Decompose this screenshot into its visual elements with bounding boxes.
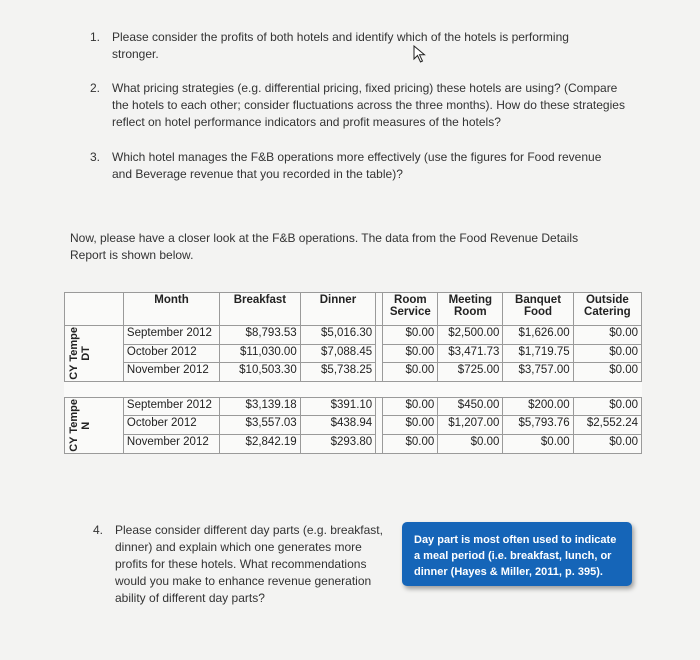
cell-dinner: $7,088.45 <box>300 344 375 363</box>
fb-intro-text: Now, please have a closer look at the F&B operations. The data from the Food Revenue Details Report is shown below. <box>70 231 579 262</box>
cell-outside-catering: $0.00 <box>573 326 641 345</box>
cell-month: September 2012 <box>123 326 219 345</box>
table-row <box>65 434 642 453</box>
cell-dinner: $391.10 <box>300 397 375 416</box>
table-row <box>65 416 642 435</box>
cell-dinner: $5,738.25 <box>300 363 375 382</box>
cell-month: November 2012 <box>123 434 219 453</box>
cell-banquet-food: $1,719.75 <box>503 344 573 363</box>
cell-room-service: $0.00 <box>383 397 438 416</box>
header-breakfast: Breakfast <box>220 293 301 326</box>
cell-breakfast: $3,139.18 <box>220 397 301 416</box>
question-3-text: Which hotel manages the F&B operations more effectively (use the figures for Food revenue and Beverage revenue that you recorded in the table)? <box>112 150 602 181</box>
question-2 <box>90 80 632 131</box>
cell-meeting-room: $0.00 <box>438 434 503 453</box>
hotel-label-dt <box>65 326 124 382</box>
cell-banquet-food: $0.00 <box>503 434 573 453</box>
cell-outside-catering: $0.00 <box>573 397 641 416</box>
question-1 <box>90 29 602 63</box>
cell-month: November 2012 <box>123 363 219 382</box>
cell-room-service: $0.00 <box>383 416 438 435</box>
header-dinner: Dinner <box>300 293 375 326</box>
day-part-callout-text: Day part is most often used to indicate a meal period (i.e. breakfast, lunch, or dinner (Hayes & Miller, 2011, p. 395). <box>414 534 617 578</box>
cell-outside-catering: $2,552.24 <box>573 416 641 435</box>
cell-month: October 2012 <box>123 416 219 435</box>
cell-meeting-room: $725.00 <box>438 363 503 382</box>
question-4 <box>93 522 390 607</box>
cell-month: October 2012 <box>123 344 219 363</box>
cell-outside-catering: $0.00 <box>573 344 641 363</box>
cell-breakfast: $2,842.19 <box>220 434 301 453</box>
cell-room-service: $0.00 <box>383 344 438 363</box>
mouse-pointer-icon <box>413 45 427 63</box>
cell-breakfast: $11,030.00 <box>220 344 301 363</box>
cell-room-service: $0.00 <box>383 326 438 345</box>
cell-month: September 2012 <box>123 397 219 416</box>
cell-banquet-food: $3,757.00 <box>503 363 573 382</box>
hotel-label-n-line2: N <box>80 421 92 430</box>
table-row <box>65 397 642 416</box>
cell-banquet-food: $5,793.76 <box>503 416 573 435</box>
table-gap-row <box>65 381 642 397</box>
hotel-label-dt-line1: CY Tempe <box>68 327 80 380</box>
question-4-text: Please consider different day parts (e.g. breakfast, dinner) and explain which one generates more profits for these hotels. What recommendations would you make to enhance revenue generation ability of different day parts? <box>115 523 383 605</box>
cell-dinner: $293.80 <box>300 434 375 453</box>
cell-meeting-room: $3,471.73 <box>438 344 503 363</box>
food-revenue-table <box>64 292 642 454</box>
cell-room-service: $0.00 <box>383 363 438 382</box>
cell-outside-catering: $0.00 <box>573 434 641 453</box>
question-3-number: 3. <box>90 150 101 164</box>
header-banquet-food: Banquet Food <box>503 293 573 326</box>
cell-banquet-food: $200.00 <box>503 397 573 416</box>
day-part-callout <box>402 522 632 586</box>
cell-meeting-room: $450.00 <box>438 397 503 416</box>
cell-room-service: $0.00 <box>383 434 438 453</box>
cell-breakfast: $10,503.30 <box>220 363 301 382</box>
cell-banquet-food: $1,626.00 <box>503 326 573 345</box>
question-1-number: 1. <box>90 30 101 44</box>
cell-dinner: $5,016.30 <box>300 326 375 345</box>
header-room-service: Room Service <box>383 293 438 326</box>
cell-dinner: $438.94 <box>300 416 375 435</box>
hotel-label-dt-line2: DT <box>80 346 92 361</box>
cell-meeting-room: $2,500.00 <box>438 326 503 345</box>
table-row <box>65 326 642 345</box>
cell-outside-catering: $0.00 <box>573 363 641 382</box>
cell-breakfast: $8,793.53 <box>220 326 301 345</box>
table-header-row <box>65 293 642 326</box>
question-4-number: 4. <box>93 523 104 537</box>
header-outside-catering: Outside Catering <box>573 293 641 326</box>
cell-meeting-room: $1,207.00 <box>438 416 503 435</box>
question-2-number: 2. <box>90 81 101 95</box>
hotel-label-n <box>65 397 124 453</box>
header-meeting-room: Meeting Room <box>438 293 503 326</box>
cell-breakfast: $3,557.03 <box>220 416 301 435</box>
question-1-text: Please consider the profits of both hotels and identify which of the hotels is performing stronger. <box>112 30 569 61</box>
question-3 <box>90 149 612 183</box>
header-month: Month <box>123 293 219 326</box>
table-row <box>65 344 642 363</box>
question-2-text: What pricing strategies (e.g. differential pricing, fixed pricing) these hotels are using? (Compare the hotels to each other; consider fluctuations across the three months). How do these strategies reflect on hotel performance indicators and profit measures of the hotels? <box>112 81 625 129</box>
table-row <box>65 363 642 382</box>
hotel-label-n-line1: CY Tempe <box>68 398 80 452</box>
